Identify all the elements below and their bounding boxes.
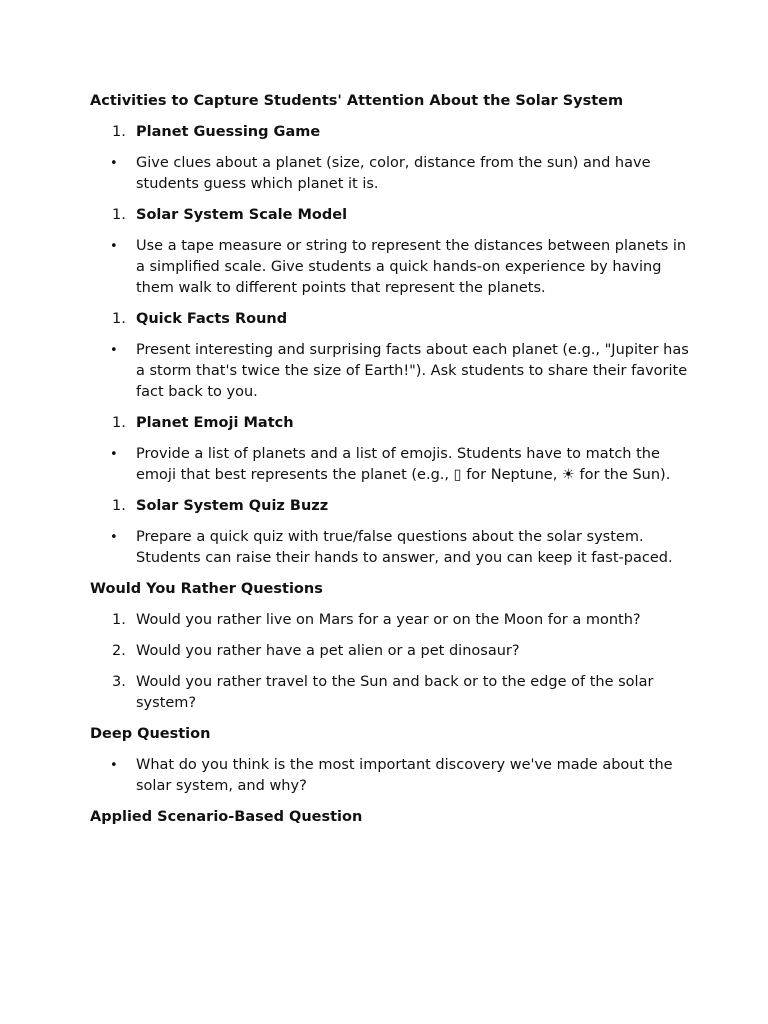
- question-text: Would you rather have a pet alien or a pet dinosaur?: [136, 643, 520, 659]
- bullet-marker: •: [110, 447, 118, 462]
- description-text: Present interesting and surprising facts about each planet (e.g., "Jupiter has a storm that's twice the size of Earth!"). Ask students to share their favorite fact back to you.: [136, 342, 689, 400]
- bullet-marker: •: [110, 239, 118, 254]
- activity-name: Solar System Scale Model: [136, 207, 348, 223]
- list-number: 1.: [112, 207, 126, 223]
- bullet-marker: •: [110, 343, 118, 358]
- deep-question-item: [90, 755, 690, 797]
- section-heading-applied-scenario: Applied Scenario-Based Question: [90, 809, 363, 825]
- question-text: What do you think is the most important discovery we've made about the solar system, and why?: [136, 757, 673, 794]
- activity-description: [90, 153, 690, 195]
- list-number: 3.: [112, 674, 126, 690]
- description-text: Provide a list of planets and a list of emojis. Students have to match the emoji that best represents the planet (e.g., ▯ for Neptune, ☀ for the Sun).: [136, 446, 671, 483]
- activity-name: Planet Guessing Game: [136, 124, 321, 140]
- question-text: Would you rather live on Mars for a year or on the Moon for a month?: [136, 612, 641, 628]
- question-text: Would you rather travel to the Sun and back or to the edge of the solar system?: [136, 674, 654, 711]
- question-item: [90, 610, 690, 631]
- activity-name: Planet Emoji Match: [136, 415, 294, 431]
- list-number: 1.: [112, 498, 126, 514]
- bullet-marker: •: [110, 758, 118, 773]
- section-heading-deep-question: Deep Question: [90, 726, 211, 742]
- list-number: 1.: [112, 612, 126, 628]
- list-number: 1.: [112, 124, 126, 140]
- description-text: Use a tape measure or string to represent the distances between planets in a simplified scale. Give students a quick hands-on experience by having them walk to different points that represent the planets.: [136, 238, 687, 296]
- activity-description: [90, 444, 690, 486]
- question-item: [90, 641, 690, 662]
- document-title: Activities to Capture Students' Attention About the Solar System: [90, 93, 624, 109]
- description-text: Prepare a quick quiz with true/false questions about the solar system. Students can raise their hands to answer, and you can keep it fast-paced.: [136, 529, 673, 566]
- activity-heading: [90, 496, 690, 517]
- activity-name: Quick Facts Round: [136, 311, 288, 327]
- activity-heading: [90, 205, 690, 226]
- activity-description: [90, 527, 690, 569]
- question-item: [90, 672, 690, 714]
- description-text: Give clues about a planet (size, color, distance from the sun) and have students guess which planet it is.: [136, 155, 651, 192]
- activity-description: [90, 340, 690, 403]
- section-heading-would-you-rather: Would You Rather Questions: [90, 581, 323, 597]
- list-number: 1.: [112, 311, 126, 327]
- activity-heading: [90, 122, 690, 143]
- activity-heading: [90, 413, 690, 434]
- activity-name: Solar System Quiz Buzz: [136, 498, 329, 514]
- activity-heading: [90, 309, 690, 330]
- list-number: 1.: [112, 415, 126, 431]
- bullet-marker: •: [110, 156, 118, 171]
- document-page: [90, 91, 690, 838]
- list-number: 2.: [112, 643, 126, 659]
- bullet-marker: •: [110, 530, 118, 545]
- activity-description: [90, 236, 690, 299]
